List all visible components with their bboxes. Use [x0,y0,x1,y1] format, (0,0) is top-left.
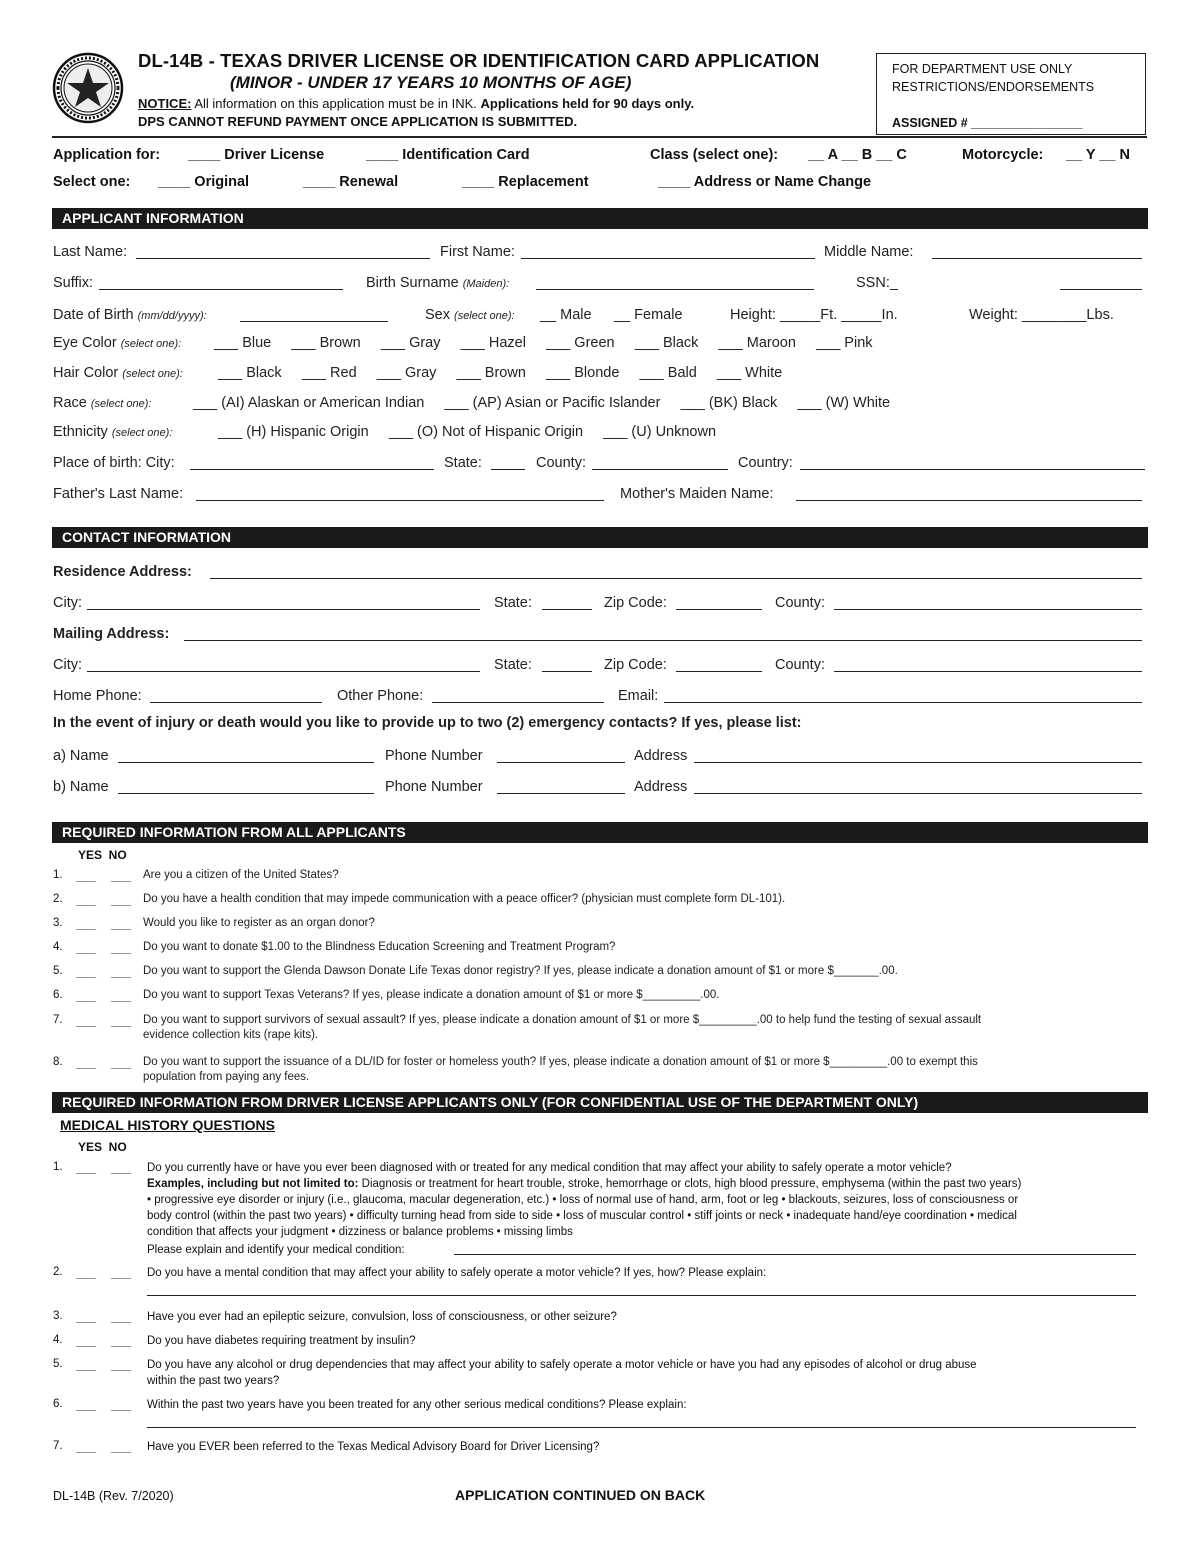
medical-q3-text: Have you ever had an epileptic seizure, convulsion, loss of consciousness, or other seizure? [147,1311,617,1323]
contact-a-address-field[interactable] [694,762,1142,763]
question-1-no-blank[interactable]: ___ [111,869,132,883]
ssn-label: SSN: [856,275,890,291]
last-name-field[interactable] [136,258,430,259]
motorcycle-options[interactable]: __ Y __ N [1066,147,1130,163]
contact-b-address-field[interactable] [694,793,1142,794]
question-8-yes-blank[interactable]: ___ [76,1056,97,1070]
question-6-number: 6. [53,989,63,1001]
birth-county-field[interactable] [592,469,728,470]
original-option[interactable]: ____ Original [158,174,250,190]
mailing-state-label: State: [494,657,532,673]
medical-q4-yes-blank[interactable]: ___ [76,1334,97,1348]
form-revision: DL-14B (Rev. 7/2020) [53,1489,174,1503]
question-3-yes-blank[interactable]: ___ [76,917,97,931]
texas-dps-seal-icon [52,52,124,124]
notice-text: All information on this application must be in INK. [191,96,481,111]
dept-line-1: FOR DEPARTMENT USE ONLY [892,62,1073,76]
hair-color-text: Hair Color [53,365,119,381]
medical-q1-explain-field[interactable] [454,1254,1136,1255]
city-field[interactable] [87,609,480,610]
mailing-address-label: Mailing Address: [53,626,170,642]
ssn-field-part1[interactable] [890,289,898,290]
medical-q4-text: Do you have diabetes requiring treatment by insulin? [147,1335,416,1347]
dob-field[interactable] [240,321,388,322]
contact-b-name-label: b) Name [53,779,109,795]
question-7-number: 7. [53,1014,63,1026]
maiden-text: (Maiden): [462,278,510,290]
medical-history-heading: MEDICAL HISTORY QUESTIONS [60,1117,275,1133]
question-5-no-blank[interactable]: ___ [111,965,132,979]
medical-q1-explain-label: Please explain and identify your medical condition: [147,1244,405,1256]
contact-b-name-field[interactable] [118,793,374,794]
medical-q1-examples [147,1176,1021,1192]
select-one-label: Select one: [53,174,131,190]
medical-q7-number: 7. [53,1440,63,1452]
birth-state-label: State: [444,455,482,471]
medical-q2-explain-field[interactable] [147,1295,1136,1296]
continued-on-back: APPLICATION CONTINUED ON BACK [455,1487,706,1503]
birth-surname-text: Birth Surname [366,275,459,291]
question-6-text: Do you want to support Texas Veterans? If yes, please indicate a donation amount of $1 or more $_________.00. [143,989,720,1001]
question-1-yes-blank[interactable]: ___ [76,869,97,883]
mailing-city-field[interactable] [87,671,480,672]
state-field[interactable] [542,609,592,610]
question-2-yes-blank[interactable]: ___ [76,893,97,907]
sex-select: (select one): [454,310,515,322]
question-8-no-blank[interactable]: ___ [111,1056,132,1070]
medical-q7-yes-blank[interactable]: ___ [76,1440,97,1454]
residence-address-label: Residence Address: [53,564,192,580]
contact-b-phone-field[interactable] [497,793,625,794]
section-required-dl: REQUIRED INFORMATION FROM DRIVER LICENSE APPLICANTS ONLY (FOR CONFIDENTIAL USE OF THE DEPARTMENT ONLY) [52,1092,1148,1113]
question-7-text: Do you want to support survivors of sexual assault? If yes, please indicate a donation amount of $1 or more $_________.00 to help fund the testing of sexual assault [143,1014,982,1026]
hair-color-select: (select one): [122,368,183,380]
first-name-field[interactable] [521,258,815,259]
contact-a-phone-field[interactable] [497,762,625,763]
place-of-birth-label: Place of birth: City: [53,455,175,471]
replacement-option[interactable]: ____ Replacement [462,174,589,190]
class-label: Class (select one): [650,147,779,163]
county-label: County: [775,595,825,611]
contact-a-address-label: Address [634,748,688,764]
id-card-option[interactable]: ____ Identification Card [366,147,530,163]
contact-b-phone-label: Phone Number [385,779,483,795]
refund-notice: DPS CANNOT REFUND PAYMENT ONCE APPLICATION IS SUBMITTED. [138,114,578,129]
medical-q2-no-blank[interactable]: ___ [111,1266,132,1280]
contact-a-name-label: a) Name [53,748,109,764]
medical-q1-no-blank[interactable]: ___ [111,1161,132,1175]
question-8-text-cont: population from paying any fees. [143,1071,310,1083]
hair-color-label [53,365,183,381]
mailing-county-field[interactable] [834,671,1142,672]
mailing-city-label: City: [53,657,82,673]
medical-q1-text: Do you currently have or have you ever been diagnosed with or treated for any medical condition that may affect your ability to safely operate a motor vehicle? [147,1162,952,1174]
dept-line-2: RESTRICTIONS/ENDORSEMENTS [892,80,1095,94]
last-name-label: Last Name: [53,244,128,260]
section-applicant-information: APPLICANT INFORMATION [52,208,1148,229]
section-required-all: REQUIRED INFORMATION FROM ALL APPLICANTS [52,822,1148,843]
notice-bold: Applications held for 90 days only. [480,96,695,111]
question-3-text: Would you like to register as an organ donor? [143,917,375,929]
question-2-text: Do you have a health condition that may impede communication with a peace officer? (physician must complete form DL-101). [143,893,786,905]
medical-q1-yes-blank[interactable]: ___ [76,1161,97,1175]
question-8-text: Do you want to support the issuance of a DL/ID for foster or homeless youth? If yes, please indicate a donation amount of $1 or more $_________.00 to exempt this [143,1056,978,1068]
first-name-label: First Name: [440,244,515,260]
medical-q5-yes-blank[interactable]: ___ [76,1358,97,1372]
question-1-text: Are you a citizen of the United States? [143,869,339,881]
mailing-zip-field[interactable] [676,671,762,672]
medical-q5-text: Do you have any alcohol or drug dependencies that may affect your ability to safely operate a motor vehicle or have you had any episodes of alcohol or drug abuse [147,1359,977,1371]
birth-county-label: County: [536,455,586,471]
race-label [53,395,151,411]
notice-label: NOTICE: [138,96,192,111]
medical-yes-no-header: YES NO [78,1140,127,1154]
form-subtitle: (MINOR - UNDER 17 YEARS 10 MONTHS OF AGE) [230,73,632,92]
suffix-label: Suffix: [53,275,94,291]
question-4-yes-blank[interactable]: ___ [76,941,97,955]
eye-color-text: Eye Color [53,335,117,351]
question-7-text-cont: evidence collection kits (rape kits). [143,1029,319,1041]
sex-male-option[interactable]: __ Male [540,307,592,323]
eye-color-label [53,335,181,351]
mailing-state-field[interactable] [542,671,592,672]
ethnicity-select: (select one): [111,427,173,439]
medical-q7-no-blank[interactable]: ___ [111,1440,132,1454]
emergency-contacts-prompt: In the event of injury or death would you like to provide up to two (2) emergency contacts? If yes, please list: [53,715,802,731]
class-options[interactable]: __ A __ B __ C [808,147,907,163]
medical-q4-number: 4. [53,1334,63,1346]
dob-format: (mm/dd/yyyy): [137,310,207,322]
medical-q1-line4: condition that affects your judgment • dizziness or balance problems • missing limbs [147,1226,573,1238]
question-8-number: 8. [53,1056,63,1068]
header-divider [52,136,1147,138]
dob-label [53,307,207,323]
department-use-box [876,53,1146,135]
eye-color-select: (select one): [120,338,182,350]
contact-a-phone-label: Phone Number [385,748,483,764]
mailing-address-field[interactable] [184,640,1142,641]
birth-state-field[interactable] [491,469,525,470]
birth-country-field[interactable] [800,469,1145,470]
home-phone-label: Home Phone: [53,688,142,704]
yes-no-header: YES NO [78,848,127,862]
medical-q1-examples-text: Diagnosis or treatment for heart trouble, stroke, hemorrhage or clots, high blood pressure, emphysema (within the past two years) [358,1178,1022,1190]
question-7-yes-blank[interactable]: ___ [76,1014,97,1028]
race-select: (select one): [90,398,152,410]
sex-text: Sex [425,307,450,323]
address-change-option[interactable]: ____ Address or Name Change [658,174,872,190]
question-3-no-blank[interactable]: ___ [111,917,132,931]
question-4-text: Do you want to donate $1.00 to the Blindness Education Screening and Treatment Program? [143,941,616,953]
county-field[interactable] [834,609,1142,610]
medical-q2-text: Do you have a mental condition that may affect your ability to safely operate a motor vehicle? If yes, how? Please explain: [147,1267,767,1279]
ethnicity-options[interactable]: ___ (H) Hispanic Origin ___ (O) Not of Hispanic Origin ___ (U) Unknown [218,424,717,440]
other-phone-field[interactable] [432,702,604,703]
mailing-county-label: County: [775,657,825,673]
email-label: Email: [618,688,659,704]
ethnicity-label [53,424,172,440]
middle-name-label: Middle Name: [824,244,914,260]
race-options[interactable]: ___ (AI) Alaskan or American Indian ___ (AP) Asian or Pacific Islander ___ (BK) Black ___ (W) White [193,395,891,411]
suffix-field[interactable] [99,289,343,290]
medical-q2-number: 2. [53,1266,63,1278]
medical-q5-no-blank[interactable]: ___ [111,1358,132,1372]
father-last-name-label: Father's Last Name: [53,486,184,502]
assigned-number: ASSIGNED # ________________ [892,116,1083,130]
residence-address-field[interactable] [210,578,1142,579]
state-label: State: [494,595,532,611]
sex-label [425,307,515,323]
section-contact-information: CONTACT INFORMATION [52,527,1148,548]
father-last-name-field[interactable] [196,500,604,501]
eye-color-options[interactable]: ___ Blue ___ Brown ___ Gray ___ Hazel ___ Green ___ Black ___ Maroon ___ Pink [214,335,873,351]
contact-a-name-field[interactable] [118,762,374,763]
birth-country-label: Country: [738,455,793,471]
question-1-number: 1. [53,869,63,881]
email-field[interactable] [664,702,1142,703]
question-5-number: 5. [53,965,63,977]
medical-q3-number: 3. [53,1310,63,1322]
medical-q6-no-blank[interactable]: ___ [111,1398,132,1412]
birth-surname-label [366,275,509,291]
medical-q6-text: Within the past two years have you been treated for any other serious medical conditions? Please explain: [147,1399,687,1411]
medical-q5-number: 5. [53,1358,63,1370]
medical-q6-yes-blank[interactable]: ___ [76,1398,97,1412]
question-4-number: 4. [53,941,63,953]
zip-code-label: Zip Code: [604,595,667,611]
question-6-yes-blank[interactable]: ___ [76,989,97,1003]
medical-q1-line2: • progressive eye disorder or injury (i.e., glaucoma, macular degeneration, etc.) • loss of normal use of hand, arm, foot or leg • blackouts, seizures, loss of consciousness or [147,1194,1019,1206]
mother-maiden-name-field[interactable] [796,500,1142,501]
zip-code-field[interactable] [676,609,762,610]
dob-text: Date of Birth [53,307,134,323]
driver-license-option[interactable]: ____ Driver License [188,147,325,163]
form-title: DL-14B - TEXAS DRIVER LICENSE OR IDENTIFICATION CARD APPLICATION [138,50,820,71]
medical-q3-no-blank[interactable]: ___ [111,1310,132,1324]
sex-female-option[interactable]: __ Female [614,307,683,323]
medical-q3-yes-blank[interactable]: ___ [76,1310,97,1324]
medical-q4-no-blank[interactable]: ___ [111,1334,132,1348]
medical-q1-number: 1. [53,1161,63,1173]
medical-q6-number: 6. [53,1398,63,1410]
question-6-no-blank[interactable]: ___ [111,989,132,1003]
medical-q5-text-cont: within the past two years? [147,1375,280,1387]
medical-q7-text: Have you EVER been referred to the Texas Medical Advisory Board for Driver Licensing? [147,1441,600,1453]
middle-name-field[interactable] [932,258,1142,259]
application-for-label: Application for: [53,147,161,163]
question-2-number: 2. [53,893,63,905]
question-2-no-blank[interactable]: ___ [111,893,132,907]
other-phone-label: Other Phone: [337,688,424,704]
height-field[interactable]: Height: _____Ft. _____In. [730,307,898,323]
question-3-number: 3. [53,917,63,929]
medical-q1-examples-bold: Examples, including but not limited to: [147,1178,359,1190]
motorcycle-label: Motorcycle: [962,147,1044,163]
home-phone-field[interactable] [150,702,322,703]
notice [138,96,694,111]
renewal-option[interactable]: ____ Renewal [303,174,399,190]
medical-q1-line3: body control (within the past two years) • difficulty turning head from side to side • loss of muscular control • stiff joints or neck • inadequate hand/eye coordination • medical [147,1210,1017,1222]
ssn-field-part2[interactable] [1060,289,1142,290]
medical-q2-yes-blank[interactable]: ___ [76,1266,97,1280]
race-text: Race [53,395,87,411]
medical-q6-explain-field[interactable] [147,1427,1136,1428]
ethnicity-text: Ethnicity [53,424,108,440]
mother-maiden-name-label: Mother's Maiden Name: [620,486,774,502]
contact-b-address-label: Address [634,779,688,795]
question-4-no-blank[interactable]: ___ [111,941,132,955]
hair-color-options[interactable]: ___ Black ___ Red ___ Gray ___ Brown ___ Blonde ___ Bald ___ White [218,365,783,381]
city-label: City: [53,595,82,611]
mailing-zip-label: Zip Code: [604,657,667,673]
birth-surname-field[interactable] [536,289,814,290]
weight-field[interactable]: Weight: ________Lbs. [969,307,1114,323]
question-5-text: Do you want to support the Glenda Dawson Donate Life Texas donor registry? If yes, please indicate a donation amount of $1 or more $_______.00. [143,965,898,977]
question-7-no-blank[interactable]: ___ [111,1014,132,1028]
birth-city-field[interactable] [190,469,434,470]
question-5-yes-blank[interactable]: ___ [76,965,97,979]
application-for-row [53,147,160,163]
